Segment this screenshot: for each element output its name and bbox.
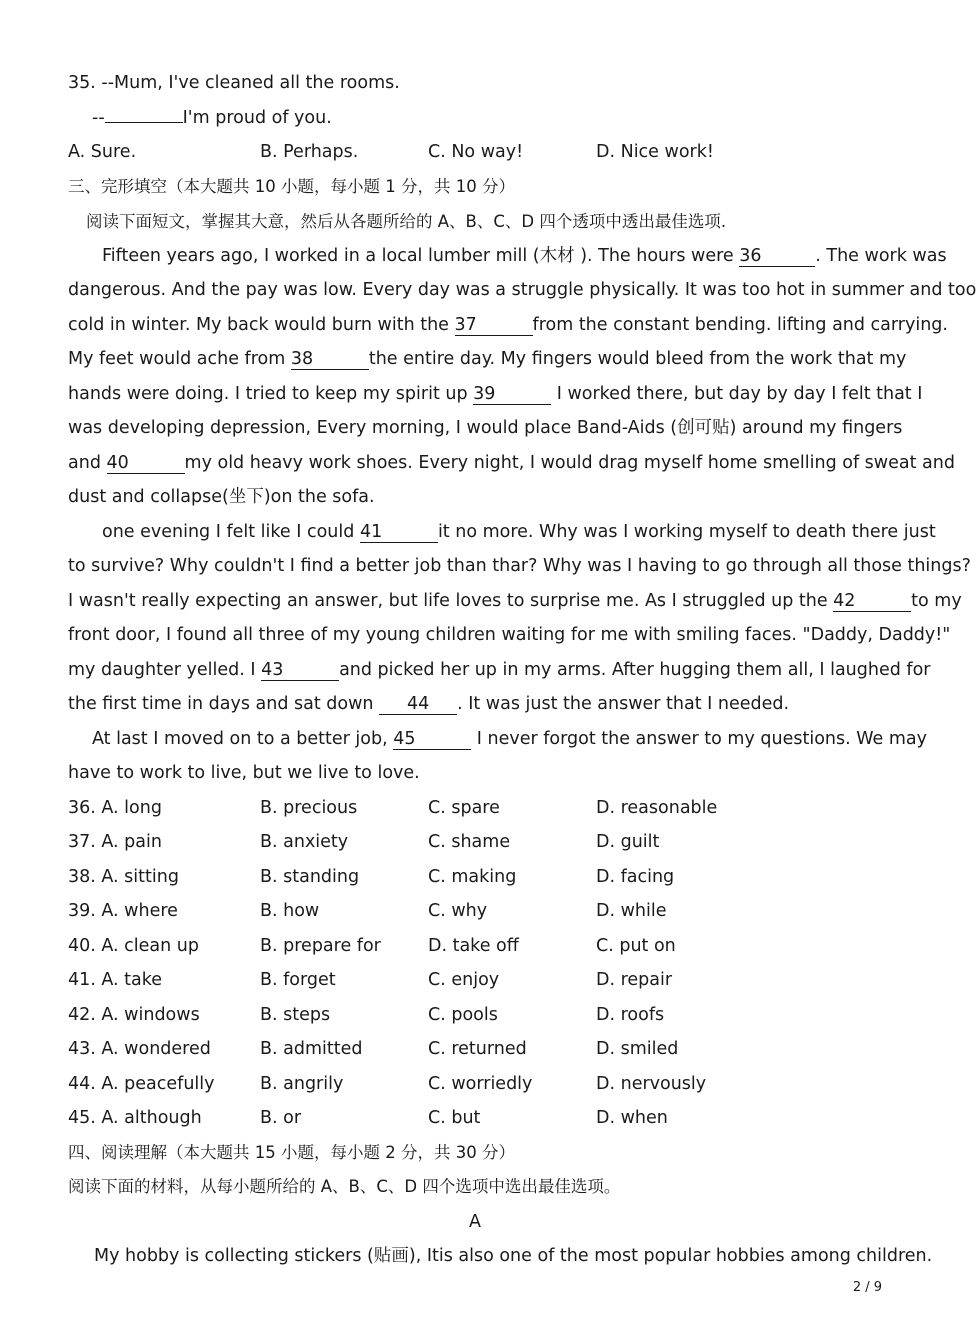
q35-stem: 35. --Mum, I've cleaned all the rooms. [68,73,400,93]
option-a: 39. A. where [68,901,178,921]
blank-42: 42 [833,591,911,612]
section3-instruction: 阅读下面短文，掌握其大意，然后从各题所给的 A、B、C、D 四个透项中透出最佳选项. [86,212,727,231]
option-d: D. when [596,1108,668,1128]
option-c: C. making [428,867,517,887]
passage-line-2: dangerous. And the pay was low. Every day was a struggle physically. It was too hot in summer and too [68,280,976,300]
passage-text: Fifteen years ago, I worked in a local lumber mill (木材 ). The hours were [102,246,734,266]
passage-text: to my [911,591,962,611]
option-a: 36. A. long [68,798,162,818]
passage-line-1 [102,244,947,268]
option-b: B. precious [260,798,358,818]
passage-line-4 [68,347,907,371]
q35-option-b: B. Perhaps. [260,142,359,162]
q35-reply-suffix: I'm proud of you. [182,108,332,128]
blank-44: 44 [379,694,457,715]
q35-reply-prefix: -- [92,108,105,128]
blank-38: 38 [291,349,369,370]
q35-option-c: C. No way! [428,142,524,162]
option-c: C. spare [428,798,500,818]
passage-text: I wasn't really expecting an answer, but life loves to surprise me. As I struggled up the [68,591,828,611]
option-a: 44. A. peacefully [68,1074,215,1094]
passage-line-12: front door, I found all three of my young children waiting for me with smiling faces. "Daddy, Daddy!" [68,625,951,645]
blank-41: 41 [360,522,438,543]
option-c: C. why [428,901,488,921]
q35-option-d: D. Nice work! [596,142,714,162]
passage-text: it no more. Why was I working myself to death there just [437,522,936,542]
option-c: C. pools [428,1005,498,1025]
passage-text: I worked there, but day by day I felt that I [556,384,923,404]
passage-line-11 [68,589,962,613]
option-c: C. returned [428,1039,527,1059]
option-b: B. prepare for [260,936,381,956]
option-a: 45. A. although [68,1108,202,1128]
blank-37: 37 [455,315,533,336]
section4-heading: 四、阅读理解（本大题共 15 小题，每小题 2 分，共 30 分） [68,1143,515,1162]
blank-39: 39 [473,384,551,405]
passage-text: from the constant bending. lifting and carrying. [532,315,948,335]
option-a: 40. A. clean up [68,936,200,956]
passage-a-label: A [469,1212,481,1232]
passage-text: my old heavy work shoes. Every night, I would drag myself home smelling of sweat and [184,453,955,473]
option-b: B. admitted [260,1039,363,1059]
option-a: 37. A. pain [68,832,162,852]
passage-text: I never forgot the answer to my questions. We may [476,729,927,749]
passage-text: . The work was [815,246,947,266]
option-c: D. take off [428,936,519,956]
option-b: B. angrily [260,1074,344,1094]
option-d: D. facing [596,867,675,887]
option-d: D. reasonable [596,798,718,818]
option-b: B. forget [260,970,336,990]
section4-instruction: 阅读下面的材料，从每小题所给的 A、B、C、D 四个选项中选出最佳选项。 [68,1177,621,1196]
passage-text: the entire day. My fingers would bleed from the work that my [368,349,907,369]
option-d: D. while [596,901,667,921]
passage-text: one evening I felt like I could [102,522,355,542]
passage-text: My feet would ache from [68,349,286,369]
passage-text: my daughter yelled. I [68,660,256,680]
passage-line-7 [68,451,955,475]
option-d: D. roofs [596,1005,665,1025]
option-c: C. shame [428,832,511,852]
passage-line-9 [102,520,936,544]
passage-text: At last I moved on to a better job, [92,729,388,749]
option-a: 41. A. take [68,970,163,990]
passage-line-5 [68,382,923,406]
option-d: D. smiled [596,1039,679,1059]
passage-text: hands were doing. I tried to keep my spirit up [68,384,468,404]
option-b: B. standing [260,867,360,887]
q35-blank [105,122,183,123]
passage-line-16: have to work to live, but we live to love. [68,763,420,783]
blank-45: 45 [393,729,471,750]
passage-text: the first time in days and sat down [68,694,374,714]
passage-text: . It was just the answer that I needed. [457,694,790,714]
passage-line-8: dust and collapse(坐下)on the sofa. [68,487,375,507]
option-a: 38. A. sitting [68,867,179,887]
passage-line-13 [68,658,931,682]
option-d: D. nervously [596,1074,707,1094]
passage-a-first-line: My hobby is collecting stickers (贴画), Itis also one of the most popular hobbies among children. [94,1246,933,1266]
option-b: B. how [260,901,320,921]
passage-text: and [68,453,101,473]
passage-line-3 [68,313,948,337]
q35-option-a: A. Sure. [68,142,137,162]
blank-43: 43 [261,660,339,681]
passage-line-6: was developing depression, Every morning, I would place Band-Aids (创可贴) around my fingers [68,418,903,438]
option-b: B. steps [260,1005,331,1025]
section3-heading: 三、完形填空（本大题共 10 小题，每小题 1 分，共 10 分） [68,177,515,196]
option-b: B. anxiety [260,832,349,852]
option-d: C. put on [596,936,676,956]
passage-line-15 [92,727,927,751]
option-d: D. guilt [596,832,660,852]
option-b: B. or [260,1108,302,1128]
page-number: 2 / 9 [852,1280,882,1295]
option-d: D. repair [596,970,673,990]
option-c: C. worriedly [428,1074,533,1094]
passage-line-10: to survive? Why couldn't I find a better job than thar? Why was I having to go through all those things? [68,556,971,576]
blank-36: 36 [739,246,815,267]
passage-line-14 [68,692,882,716]
q35-reply [92,106,882,130]
option-c: C. enjoy [428,970,500,990]
passage-text: and picked her up in my arms. After hugging them all, I laughed for [339,660,931,680]
option-c: C. but [428,1108,481,1128]
passage-text: cold in winter. My back would burn with the [68,315,449,335]
option-a: 42. A. windows [68,1005,200,1025]
blank-40: 40 [107,453,185,474]
option-a: 43. A. wondered [68,1039,211,1059]
